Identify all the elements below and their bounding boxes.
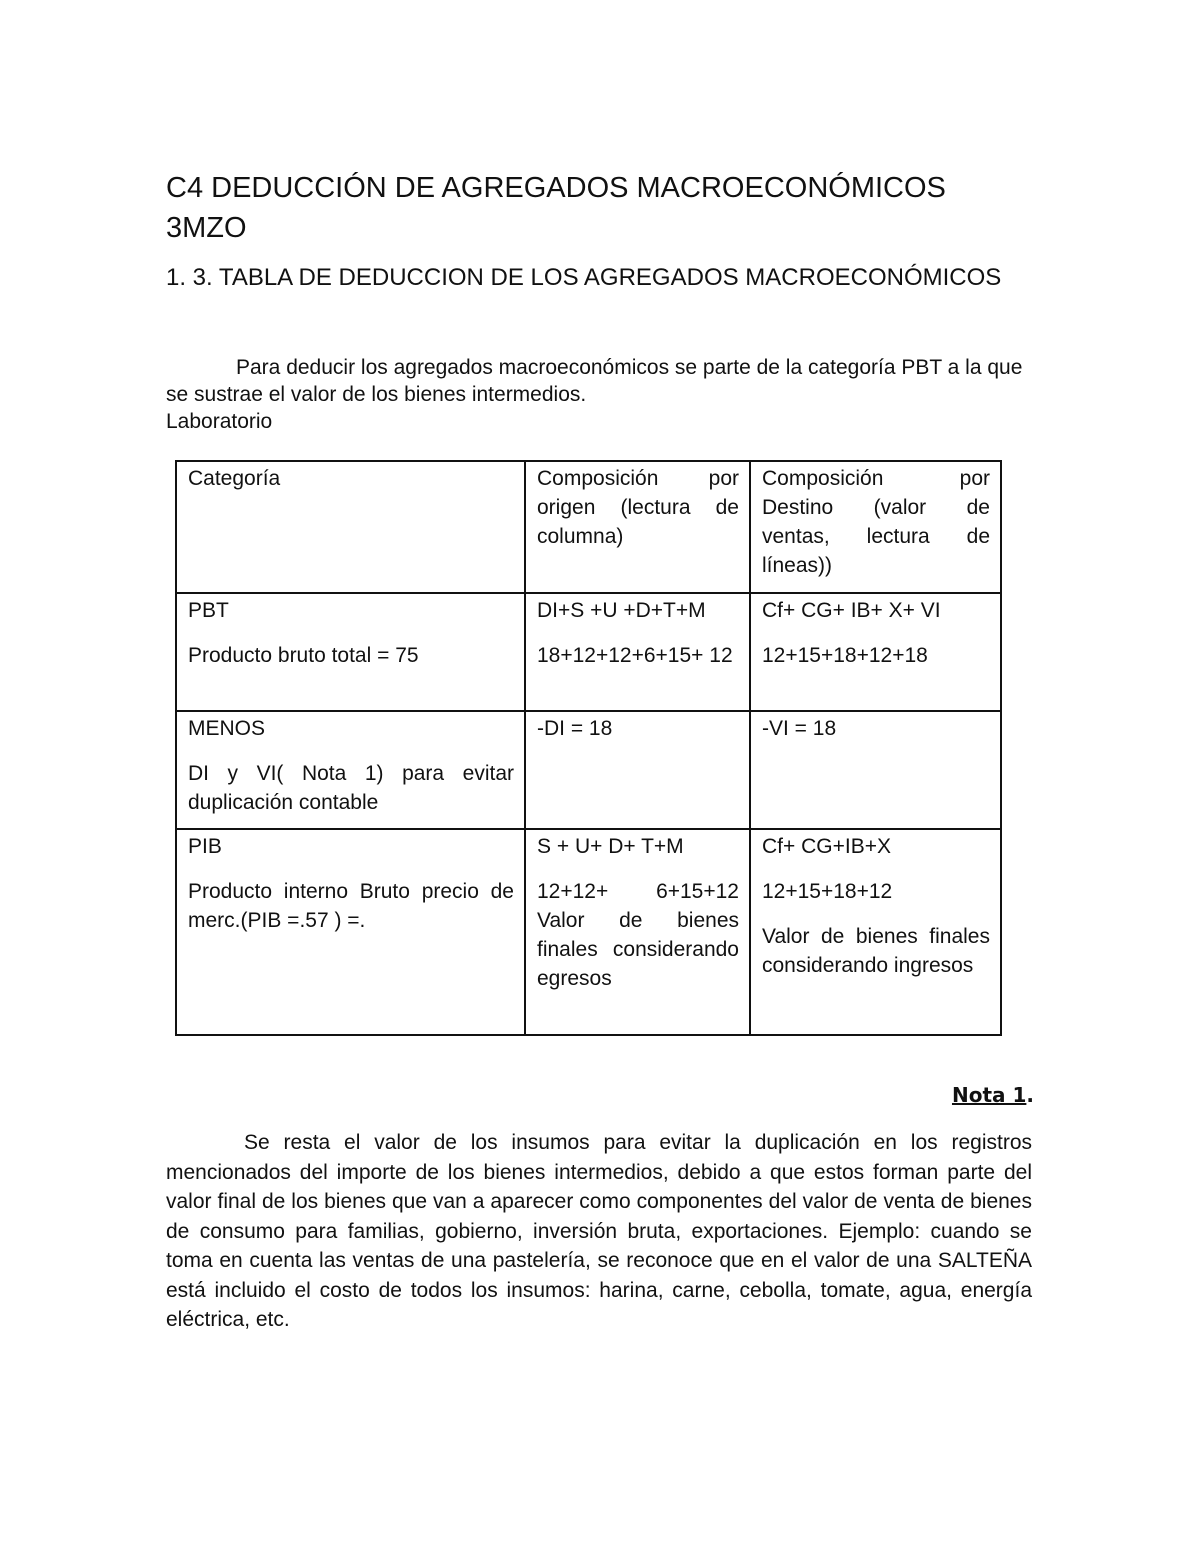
- cell-category: [176, 711, 525, 829]
- destino-formula: -VI = 18: [762, 717, 837, 740]
- origen-values: 12+12+ 6+15+12: [537, 880, 739, 903]
- note-heading-label: Nota 1: [951, 1083, 1027, 1107]
- intro-block: [166, 354, 1034, 435]
- category-description: Producto interno Bruto precio de merc.(PIB =.57 ) =.: [188, 880, 514, 932]
- cell-origen: [525, 829, 750, 1035]
- note-heading-suffix: .: [1026, 1083, 1034, 1107]
- cell-origen: [525, 593, 750, 711]
- cell-destino: [750, 829, 1001, 1035]
- destino-formula: Cf+ CG+IB+X: [762, 835, 891, 858]
- header-destino: Composición por Destino (valor de ventas, lectura de líneas)): [750, 461, 1001, 593]
- origen-values: 18+12+12+6+15+ 12: [537, 644, 733, 667]
- deduction-table: [175, 460, 1002, 1036]
- note-heading: [952, 1083, 1034, 1107]
- destino-formula: Cf+ CG+ IB+ X+ VI: [762, 599, 941, 622]
- table-row-pib: [176, 829, 1001, 1035]
- table-row-menos: [176, 711, 1001, 829]
- origen-formula: S + U+ D+ T+M: [537, 835, 684, 858]
- destino-values: 12+15+18+12: [762, 880, 893, 903]
- category-description: DI y VI( Nota 1) para evitar duplicación contable: [188, 762, 514, 814]
- destino-values: 12+15+18+12+18: [762, 644, 928, 667]
- category-title: PIB: [188, 835, 222, 858]
- section-heading: 1. 3. TABLA DE DEDUCCION DE LOS AGREGADOS MACROECONÓMICOS: [166, 264, 1002, 291]
- document-page: [166, 0, 1034, 1553]
- table-header-row: [176, 461, 1001, 593]
- intro-paragraph: Para deducir los agregados macroeconómicos se parte de la categoría PBT a la que se sustrae el valor de los bienes intermedios.: [166, 356, 1023, 406]
- category-title: MENOS: [188, 717, 266, 740]
- origen-formula: -DI = 18: [537, 717, 613, 740]
- cell-origen: [525, 711, 750, 829]
- cell-destino: [750, 711, 1001, 829]
- header-origen: Composición por origen (lectura de columna): [525, 461, 750, 593]
- cell-destino: [750, 593, 1001, 711]
- document-title: C4 DEDUCCIÓN DE AGREGADOS MACROECONÓMICOS 3MZO: [166, 172, 946, 244]
- origen-note: Valor de bienes finales considerando egresos: [537, 909, 739, 990]
- origen-formula: DI+S +U +D+T+M: [537, 599, 706, 622]
- category-description: Producto bruto total = 75: [188, 644, 419, 667]
- lab-label: Laboratorio: [166, 410, 273, 433]
- header-categoria: Categoría: [176, 461, 525, 593]
- category-title: PBT: [188, 599, 229, 622]
- table-row-pbt: [176, 593, 1001, 711]
- note-body: Se resta el valor de los insumos para evitar la duplicación en los registros mencionados del importe de los bienes intermedios, debido a que estos forman parte del valor final de los bienes que van a aparecer como componentes del valor de venta de bienes de consumo para familias, gobierno, inversión bruta, exportaciones. Ejemplo: cuando se toma en cuenta las ventas de una pastelería, se reconoce que en el valor de una SALTEÑA está incluido el costo de todos los insumos: harina, carne, cebolla, tomate, agua, energía eléctrica, etc.: [166, 1131, 1032, 1331]
- cell-category: [176, 829, 525, 1035]
- destino-note: Valor de bienes finales considerando ingresos: [762, 925, 990, 977]
- cell-category: [176, 593, 525, 711]
